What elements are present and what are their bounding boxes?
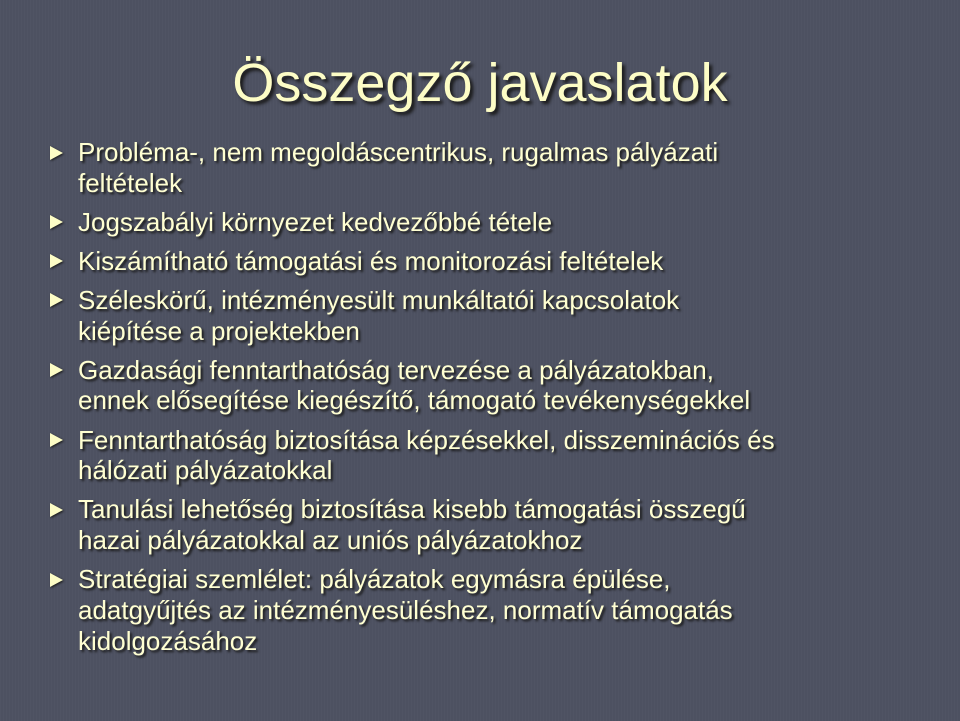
triangle-right-icon: [50, 573, 63, 587]
bullet-text-line: Fenntarthatóság biztosítása képzésekkel, disszeminációs és: [78, 424, 775, 455]
bullet-text-line: hálózati pályázatokkal: [78, 455, 333, 486]
bullet-text-line: Kiszámítható támogatási és monitorozási feltételek: [78, 245, 664, 276]
bullet-item: [0, 137, 960, 198]
bullet-item: [0, 425, 960, 486]
bullet-text-line: Jogszabályi környezet kedvezőbbé tétele: [78, 206, 553, 237]
bullet-text-line: Stratégiai szemlélet: pályázatok egymásra épülése,: [78, 564, 671, 595]
bullet-text-line: Probléma-, nem megoldáscentrikus, rugalmas pályázati: [78, 137, 719, 167]
bullet-text-line: kidolgozásához: [78, 625, 258, 656]
bullet-item: [0, 564, 960, 656]
bullet-text-line: feltételek: [78, 167, 183, 198]
bullet-list: [0, 137, 960, 665]
triangle-right-icon: [50, 146, 63, 160]
bullet-item: [0, 285, 960, 346]
bullet-text-line: kiépítése a projektekben: [78, 315, 360, 346]
bullet-item: [0, 494, 960, 555]
triangle-right-icon: [50, 254, 63, 268]
bullet-text-line: ennek elősegítése kiegészítő, támogató tevékenységekkel: [78, 385, 751, 416]
bullet-text-line: Tanulási lehetőség biztosítása kisebb támogatási összegű: [78, 494, 746, 525]
triangle-right-icon: [50, 215, 63, 229]
bullet-item: [0, 355, 960, 416]
slide-title: Összegző javaslatok: [232, 53, 728, 113]
bullet-text-line: adatgyűjtés az intézményesüléshez, normatív támogatás: [78, 594, 733, 625]
triangle-right-icon: [50, 293, 63, 307]
triangle-right-icon: [50, 363, 63, 377]
triangle-right-icon: [50, 503, 63, 517]
bullet-item: [0, 246, 960, 277]
bullet-item: [0, 207, 960, 238]
bullet-text-line: Széleskörű, intézményesült munkáltatói kapcsolatok: [78, 284, 680, 315]
bullet-text-line: hazai pályázatokkal az uniós pályázatokhoz: [78, 525, 583, 556]
bullet-text-line: Gazdasági fenntarthatóság tervezése a pályázatokban,: [78, 354, 714, 385]
triangle-right-icon: [50, 433, 63, 447]
